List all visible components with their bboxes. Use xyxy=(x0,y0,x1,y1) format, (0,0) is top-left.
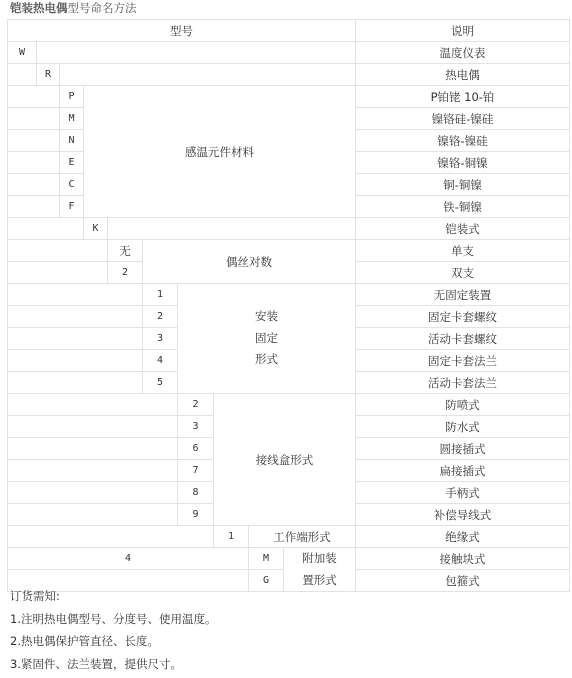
empty-cell xyxy=(8,108,60,130)
empty-cell xyxy=(8,262,108,284)
code-attach-m: M xyxy=(249,548,284,570)
code-n: N xyxy=(60,130,84,152)
empty-cell xyxy=(8,152,60,174)
desc-cell: 固定卡套法兰 xyxy=(356,350,570,372)
desc-cell: 镍铬-镍硅 xyxy=(356,130,570,152)
note-item: 1.注明热电偶型号、分度号、使用温度。 xyxy=(10,611,216,634)
empty-cell xyxy=(8,86,60,108)
label-install-line: 固定 xyxy=(255,331,278,345)
code-k: K xyxy=(84,218,108,240)
desc-cell: 固定卡套螺纹 xyxy=(356,306,570,328)
desc-cell: 热电偶 xyxy=(356,64,570,86)
empty-cell xyxy=(8,526,214,548)
code-working-1: 1 xyxy=(214,526,249,548)
desc-cell: 圆接插式 xyxy=(356,438,570,460)
code-attach-g: G xyxy=(249,570,284,592)
empty-cell xyxy=(8,218,84,240)
header-model: 型号 xyxy=(8,20,356,42)
table-row xyxy=(8,548,570,570)
note-item: 2.热电偶保护管直径、长度。 xyxy=(10,633,216,656)
page-title xyxy=(10,0,137,17)
empty-cell xyxy=(60,64,356,86)
desc-cell: 绝缘式 xyxy=(356,526,570,548)
notes-heading: 订货需知: xyxy=(10,588,216,611)
label-extra-line: 附加装 xyxy=(302,551,337,565)
code-e: E xyxy=(60,152,84,174)
desc-cell: 活动卡套螺纹 xyxy=(356,328,570,350)
empty-cell xyxy=(8,482,178,504)
code-junction-7: 7 xyxy=(178,460,214,482)
order-notes xyxy=(10,588,216,678)
empty-cell xyxy=(8,240,108,262)
code-w: W xyxy=(8,42,37,64)
empty-cell xyxy=(8,174,60,196)
empty-cell xyxy=(8,504,178,526)
model-naming-table xyxy=(7,19,570,592)
code-junction-6: 6 xyxy=(178,438,214,460)
desc-cell: 镍铬-铜镍 xyxy=(356,152,570,174)
desc-cell: 防喷式 xyxy=(356,394,570,416)
code-junction-2: 2 xyxy=(178,394,214,416)
table-row xyxy=(8,20,570,42)
code-m: M xyxy=(60,108,84,130)
empty-cell xyxy=(8,196,60,218)
empty-cell xyxy=(8,306,143,328)
code-c: C xyxy=(60,174,84,196)
table-row xyxy=(8,394,570,416)
code-junction-3: 3 xyxy=(178,416,214,438)
code-two: 2 xyxy=(108,262,143,284)
label-install-line: 形式 xyxy=(255,352,278,366)
label-material: 感温元件材料 xyxy=(84,86,356,218)
desc-cell: P铂铑 10-铂 xyxy=(356,86,570,108)
label-extra-line: 置形式 xyxy=(302,573,337,587)
code-attach-4: 4 xyxy=(8,548,249,570)
empty-cell xyxy=(8,328,143,350)
code-install-4: 4 xyxy=(143,350,178,372)
empty-cell xyxy=(8,372,143,394)
note-item: 3.紧固件、法兰装置，提供尺寸。 xyxy=(10,656,216,678)
desc-cell: 铁-铜镍 xyxy=(356,196,570,218)
code-p: P xyxy=(60,86,84,108)
desc-cell: 手柄式 xyxy=(356,482,570,504)
desc-cell: 铠装式 xyxy=(356,218,570,240)
empty-cell xyxy=(8,438,178,460)
empty-cell xyxy=(108,218,356,240)
code-junction-8: 8 xyxy=(178,482,214,504)
table-row xyxy=(8,284,570,306)
code-install-5: 5 xyxy=(143,372,178,394)
code-none: 无 xyxy=(108,240,143,262)
table-row xyxy=(8,526,570,548)
empty-cell xyxy=(8,130,60,152)
table-row xyxy=(8,218,570,240)
code-install-3: 3 xyxy=(143,328,178,350)
empty-cell xyxy=(37,42,356,64)
code-install-2: 2 xyxy=(143,306,178,328)
code-f: F xyxy=(60,196,84,218)
code-r: R xyxy=(37,64,60,86)
code-junction-9: 9 xyxy=(178,504,214,526)
desc-cell: 无固定装置 xyxy=(356,284,570,306)
desc-cell: 单支 xyxy=(356,240,570,262)
desc-cell: 接触块式 xyxy=(356,548,570,570)
desc-cell: 镍铬硅-镍硅 xyxy=(356,108,570,130)
desc-cell: 铜-铜镍 xyxy=(356,174,570,196)
empty-cell xyxy=(8,460,178,482)
code-install-1: 1 xyxy=(143,284,178,306)
desc-cell: 温度仪表 xyxy=(356,42,570,64)
title-rest: 型号命名方法 xyxy=(68,1,137,15)
label-extra xyxy=(284,548,356,592)
table-row xyxy=(8,86,570,108)
desc-cell: 补偿导线式 xyxy=(356,504,570,526)
table-row xyxy=(8,42,570,64)
label-pair: 偶丝对数 xyxy=(143,240,356,284)
label-junction: 接线盒形式 xyxy=(214,394,356,526)
desc-cell: 活动卡套法兰 xyxy=(356,372,570,394)
empty-cell xyxy=(8,416,178,438)
table-row xyxy=(8,240,570,262)
title-bold: 铠装热电偶 xyxy=(10,1,68,15)
header-desc: 说明 xyxy=(356,20,570,42)
label-install-line: 安装 xyxy=(255,309,278,323)
empty-cell xyxy=(8,64,37,86)
desc-cell: 防水式 xyxy=(356,416,570,438)
desc-cell: 扁接插式 xyxy=(356,460,570,482)
empty-cell xyxy=(8,350,143,372)
empty-cell xyxy=(8,394,178,416)
desc-cell: 包箍式 xyxy=(356,570,570,592)
label-working: 工作端形式 xyxy=(249,526,356,548)
desc-cell: 双支 xyxy=(356,262,570,284)
empty-cell xyxy=(8,284,143,306)
table-row xyxy=(8,64,570,86)
label-install xyxy=(178,284,356,394)
